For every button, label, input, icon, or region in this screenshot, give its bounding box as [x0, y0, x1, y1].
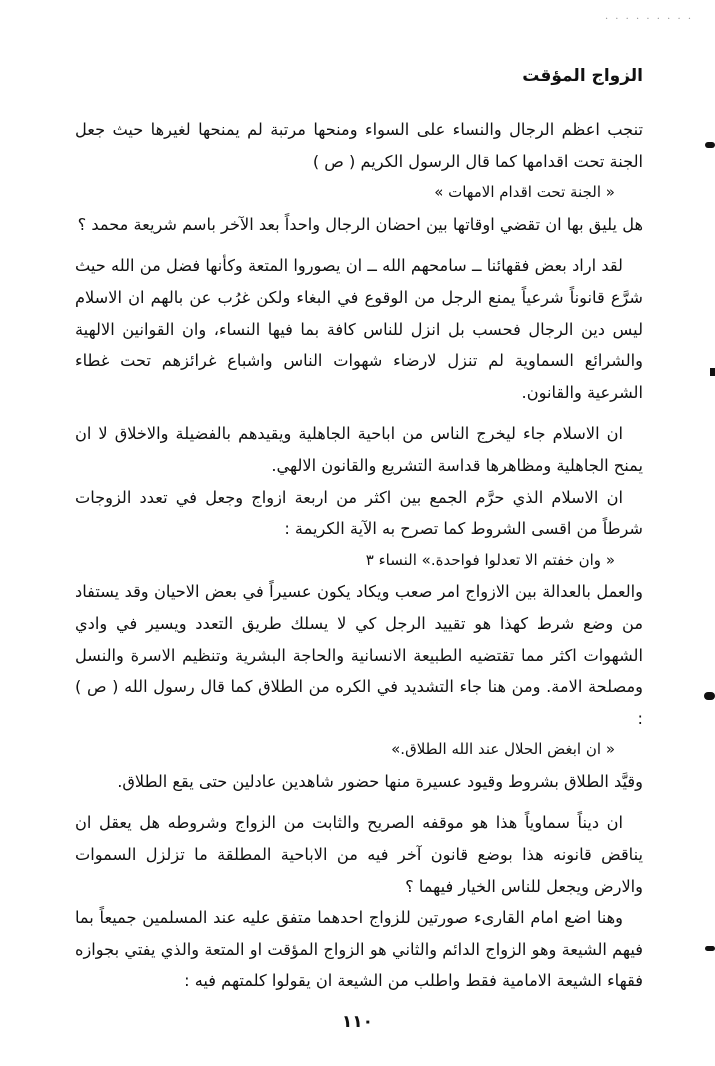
- binding-hole-mark: [705, 946, 715, 951]
- body-text: [75, 114, 643, 997]
- page-number: ١١٠: [341, 1012, 374, 1032]
- binding-hole-mark: [705, 142, 715, 148]
- quote: « ان ابغض الحلال عند الله الطلاق.»: [391, 740, 615, 759]
- paragraph: وقيَّد الطلاق بشروط وقيود عسيرة منها حضور شاهدين عادلين حتى يقع الطلاق.: [117, 771, 643, 791]
- paragraph: لقد اراد بعض فقهائنا ــ سامحهم الله ــ ان يصوروا المتعة وكأنها فضل من الله حيث شرَّع قانوناً شرعياً يمنع الرجل من الوقوع في البغاء ولكن غرُب عن بالهم ان الاسلام ليس دين الرجال فحسب بل انزل للناس كافة بما فيها النساء، وان القوانين الالهية والشرائع السماوية لم تنزل لارضاء شهوات الناس واشباع غرائزهم تحت غطاء الشرعية والقانون.: [75, 256, 643, 402]
- running-head: الزواج المؤقت: [522, 66, 643, 86]
- paragraph: ان ديناً سماوياً هذا هو موقفه الصريح والثابت من الزواج وشروطه هل يعقل ان يناقض قانونه هذا بوضع قانون آخر فيه من الاباحية المطلقة ما تزلزل السموات والارض ويجعل للناس الخيار فيهما ؟: [75, 813, 643, 896]
- paragraph: ان الاسلام الذي حرَّم الجمع بين اكثر من اربعة ازواج وجعل في تعدد الزوجات شرطاً من اقسى الشروط كما تصرح به الآية الكريمة :: [75, 487, 643, 539]
- paragraph: والعمل بالعدالة بين الازواج امر صعب ويكاد يكون عسيراً في بعض الاحيان وقد يستفاد من وضع شرط كهذا هو تقييد الرجل كي لا يسلك طريق التعدد ويسير في وادي الشهوات اكثر مما تقتضيه الطبيعة الانسانية والحاجة البشرية وتنظيم الاسرة والنسل ومصلحة الامة. ومن هنا جاء التشديد في الكره من الطلاق كما قال رسول الله ( ص ) :: [75, 582, 643, 728]
- binding-hole-mark: [710, 368, 715, 376]
- paragraph: تنجب اعظم الرجال والنساء على السواء ومنحها مرتبة لم يمنحها لغيرها حيث جعل الجنة تحت اقدامها كما قال الرسول الكريم ( ص ): [75, 120, 643, 171]
- paragraph: وهنا اضع امام القارىء صورتين للزواج احدهما متفق عليه عند المسلمين جميعاً بما فيهم الشيعة وهو الزواج الدائم والثاني هو الزواج المؤقت او المتعة والذي يفتي بجوازه فقهاء الشيعة الامامية فقط واطلب من الشيعة ان يقولوا كلمتهم فيه :: [75, 908, 643, 991]
- binding-hole-mark: [704, 692, 715, 700]
- scan-dots: · · · · · · · · ·: [604, 14, 693, 25]
- paragraph: هل يليق بها ان تقضي اوقاتها بين احضان الرجال واحداً بعد الآخر باسم شريعة محمد ؟: [77, 214, 643, 234]
- quote: « الجنة تحت اقدام الامهات »: [434, 183, 615, 202]
- quote: « وان خفتم الا تعدلوا فواحدة.» النساء ٣: [365, 550, 615, 569]
- paragraph: ان الاسلام جاء ليخرج الناس من اباحية الجاهلية ويقيدهم بالفضيلة والاخلاق لا ان يمنح الجاهلية ومظاهرها قداسة التشريع والقانون الالهي.: [75, 424, 643, 475]
